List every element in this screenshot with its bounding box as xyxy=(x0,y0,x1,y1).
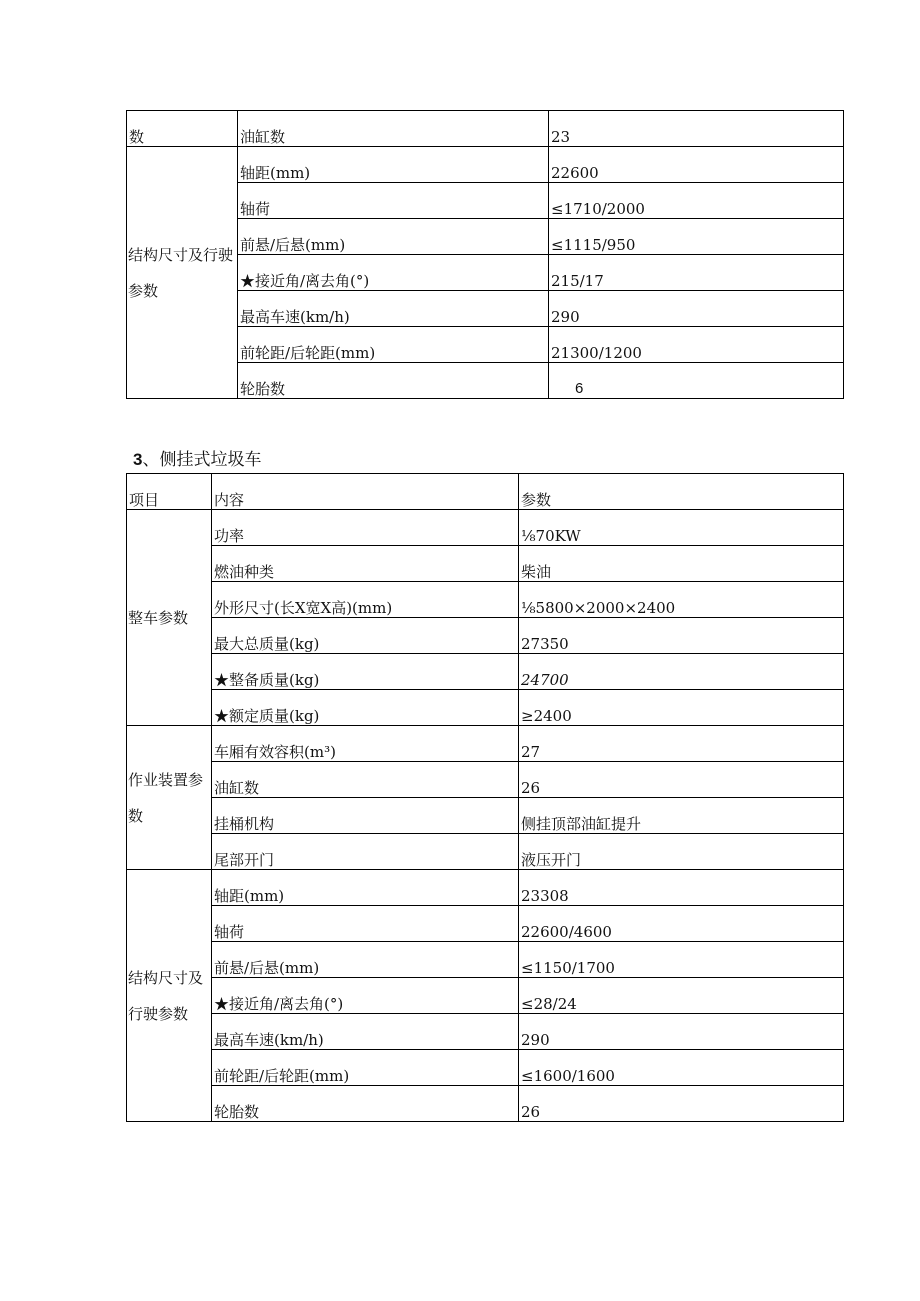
param-label: 前轮距/后轮距(mm) xyxy=(238,327,549,363)
param-label: ★接近角/离去角(°) xyxy=(238,255,549,291)
param-label: 轮胎数 xyxy=(212,1086,519,1122)
param-value: 27 xyxy=(519,726,844,762)
param-value: 22600 xyxy=(549,147,844,183)
param-value: 22600/4600 xyxy=(519,906,844,942)
table-row xyxy=(127,618,844,654)
param-value: 290 xyxy=(549,291,844,327)
param-label: 油缸数 xyxy=(238,111,549,147)
group-label: 整车参数 xyxy=(127,510,212,726)
param-value: ≤1115/950 xyxy=(549,219,844,255)
param-value: ⅛70KW xyxy=(519,510,844,546)
header-content: 内容 xyxy=(212,474,519,510)
param-label: 车厢有效容积(m³) xyxy=(212,726,519,762)
param-label: 最大总质量(kg) xyxy=(212,618,519,654)
param-value: 21300/1200 xyxy=(549,327,844,363)
table-row xyxy=(127,1050,844,1086)
param-value: ≤1710/2000 xyxy=(549,183,844,219)
table-row xyxy=(127,111,844,147)
param-label: 功率 xyxy=(212,510,519,546)
section-number: 3 xyxy=(133,450,143,469)
param-label: 外形尺寸(长X宽X高)(mm) xyxy=(212,582,519,618)
param-label: 油缸数 xyxy=(212,762,519,798)
param-value: 24700 xyxy=(519,654,844,690)
table-row xyxy=(127,147,844,183)
param-label: 前轮距/后轮距(mm) xyxy=(212,1050,519,1086)
param-value: ≥2400 xyxy=(519,690,844,726)
param-label: 尾部开门 xyxy=(212,834,519,870)
param-value: ≤1600/1600 xyxy=(519,1050,844,1086)
param-value: ≤28/24 xyxy=(519,978,844,1014)
spec-table-side-loader xyxy=(126,473,844,1122)
param-value: ≤1150/1700 xyxy=(519,942,844,978)
table-row xyxy=(127,870,844,906)
param-value: 6 xyxy=(549,363,844,399)
group-label: 结构尺寸及行驶参数 xyxy=(127,147,238,399)
param-value: 215/17 xyxy=(549,255,844,291)
param-label: 前悬/后悬(mm) xyxy=(238,219,549,255)
param-label: 挂桶机构 xyxy=(212,798,519,834)
param-label: ★整备质量(kg) xyxy=(212,654,519,690)
table-row xyxy=(127,726,844,762)
param-label: 最高车速(km/h) xyxy=(212,1014,519,1050)
section-heading xyxy=(133,450,261,470)
param-value: 26 xyxy=(519,762,844,798)
param-value: 23 xyxy=(549,111,844,147)
param-label: ★接近角/离去角(°) xyxy=(212,978,519,1014)
table-row xyxy=(127,762,844,798)
param-value: 液压开门 xyxy=(519,834,844,870)
group-label: 结构尺寸及行驶参数 xyxy=(127,870,212,1122)
param-value: 26 xyxy=(519,1086,844,1122)
group-label: 作业装置参数 xyxy=(127,726,212,870)
param-value: 290 xyxy=(519,1014,844,1050)
table-row xyxy=(127,510,844,546)
table-row xyxy=(127,906,844,942)
param-label: ★额定质量(kg) xyxy=(212,690,519,726)
table-row xyxy=(127,690,844,726)
table-row xyxy=(127,834,844,870)
param-value: 23308 xyxy=(519,870,844,906)
table-row xyxy=(127,654,844,690)
header-params: 参数 xyxy=(519,474,844,510)
param-label: 前悬/后悬(mm) xyxy=(212,942,519,978)
table-row xyxy=(127,582,844,618)
section-title: 、侧挂式垃圾车 xyxy=(142,450,262,469)
param-label: 最高车速(km/h) xyxy=(238,291,549,327)
param-value: 27350 xyxy=(519,618,844,654)
param-value: ⅛5800×2000×2400 xyxy=(519,582,844,618)
table-row xyxy=(127,798,844,834)
table-row xyxy=(127,942,844,978)
table-row xyxy=(127,1086,844,1122)
param-label: 轴距(mm) xyxy=(212,870,519,906)
table-row xyxy=(127,546,844,582)
param-label: 轴距(mm) xyxy=(238,147,549,183)
param-label: 轴荷 xyxy=(238,183,549,219)
header-item: 项目 xyxy=(127,474,212,510)
table-row xyxy=(127,1014,844,1050)
param-label: 燃油种类 xyxy=(212,546,519,582)
group-label: 数 xyxy=(127,111,238,147)
param-value: 柴油 xyxy=(519,546,844,582)
param-label: 轴荷 xyxy=(212,906,519,942)
table-row xyxy=(127,978,844,1014)
spec-table-continued xyxy=(126,110,844,399)
table-header-row xyxy=(127,474,844,510)
param-label: 轮胎数 xyxy=(238,363,549,399)
param-value: 侧挂顶部油缸提升 xyxy=(519,798,844,834)
